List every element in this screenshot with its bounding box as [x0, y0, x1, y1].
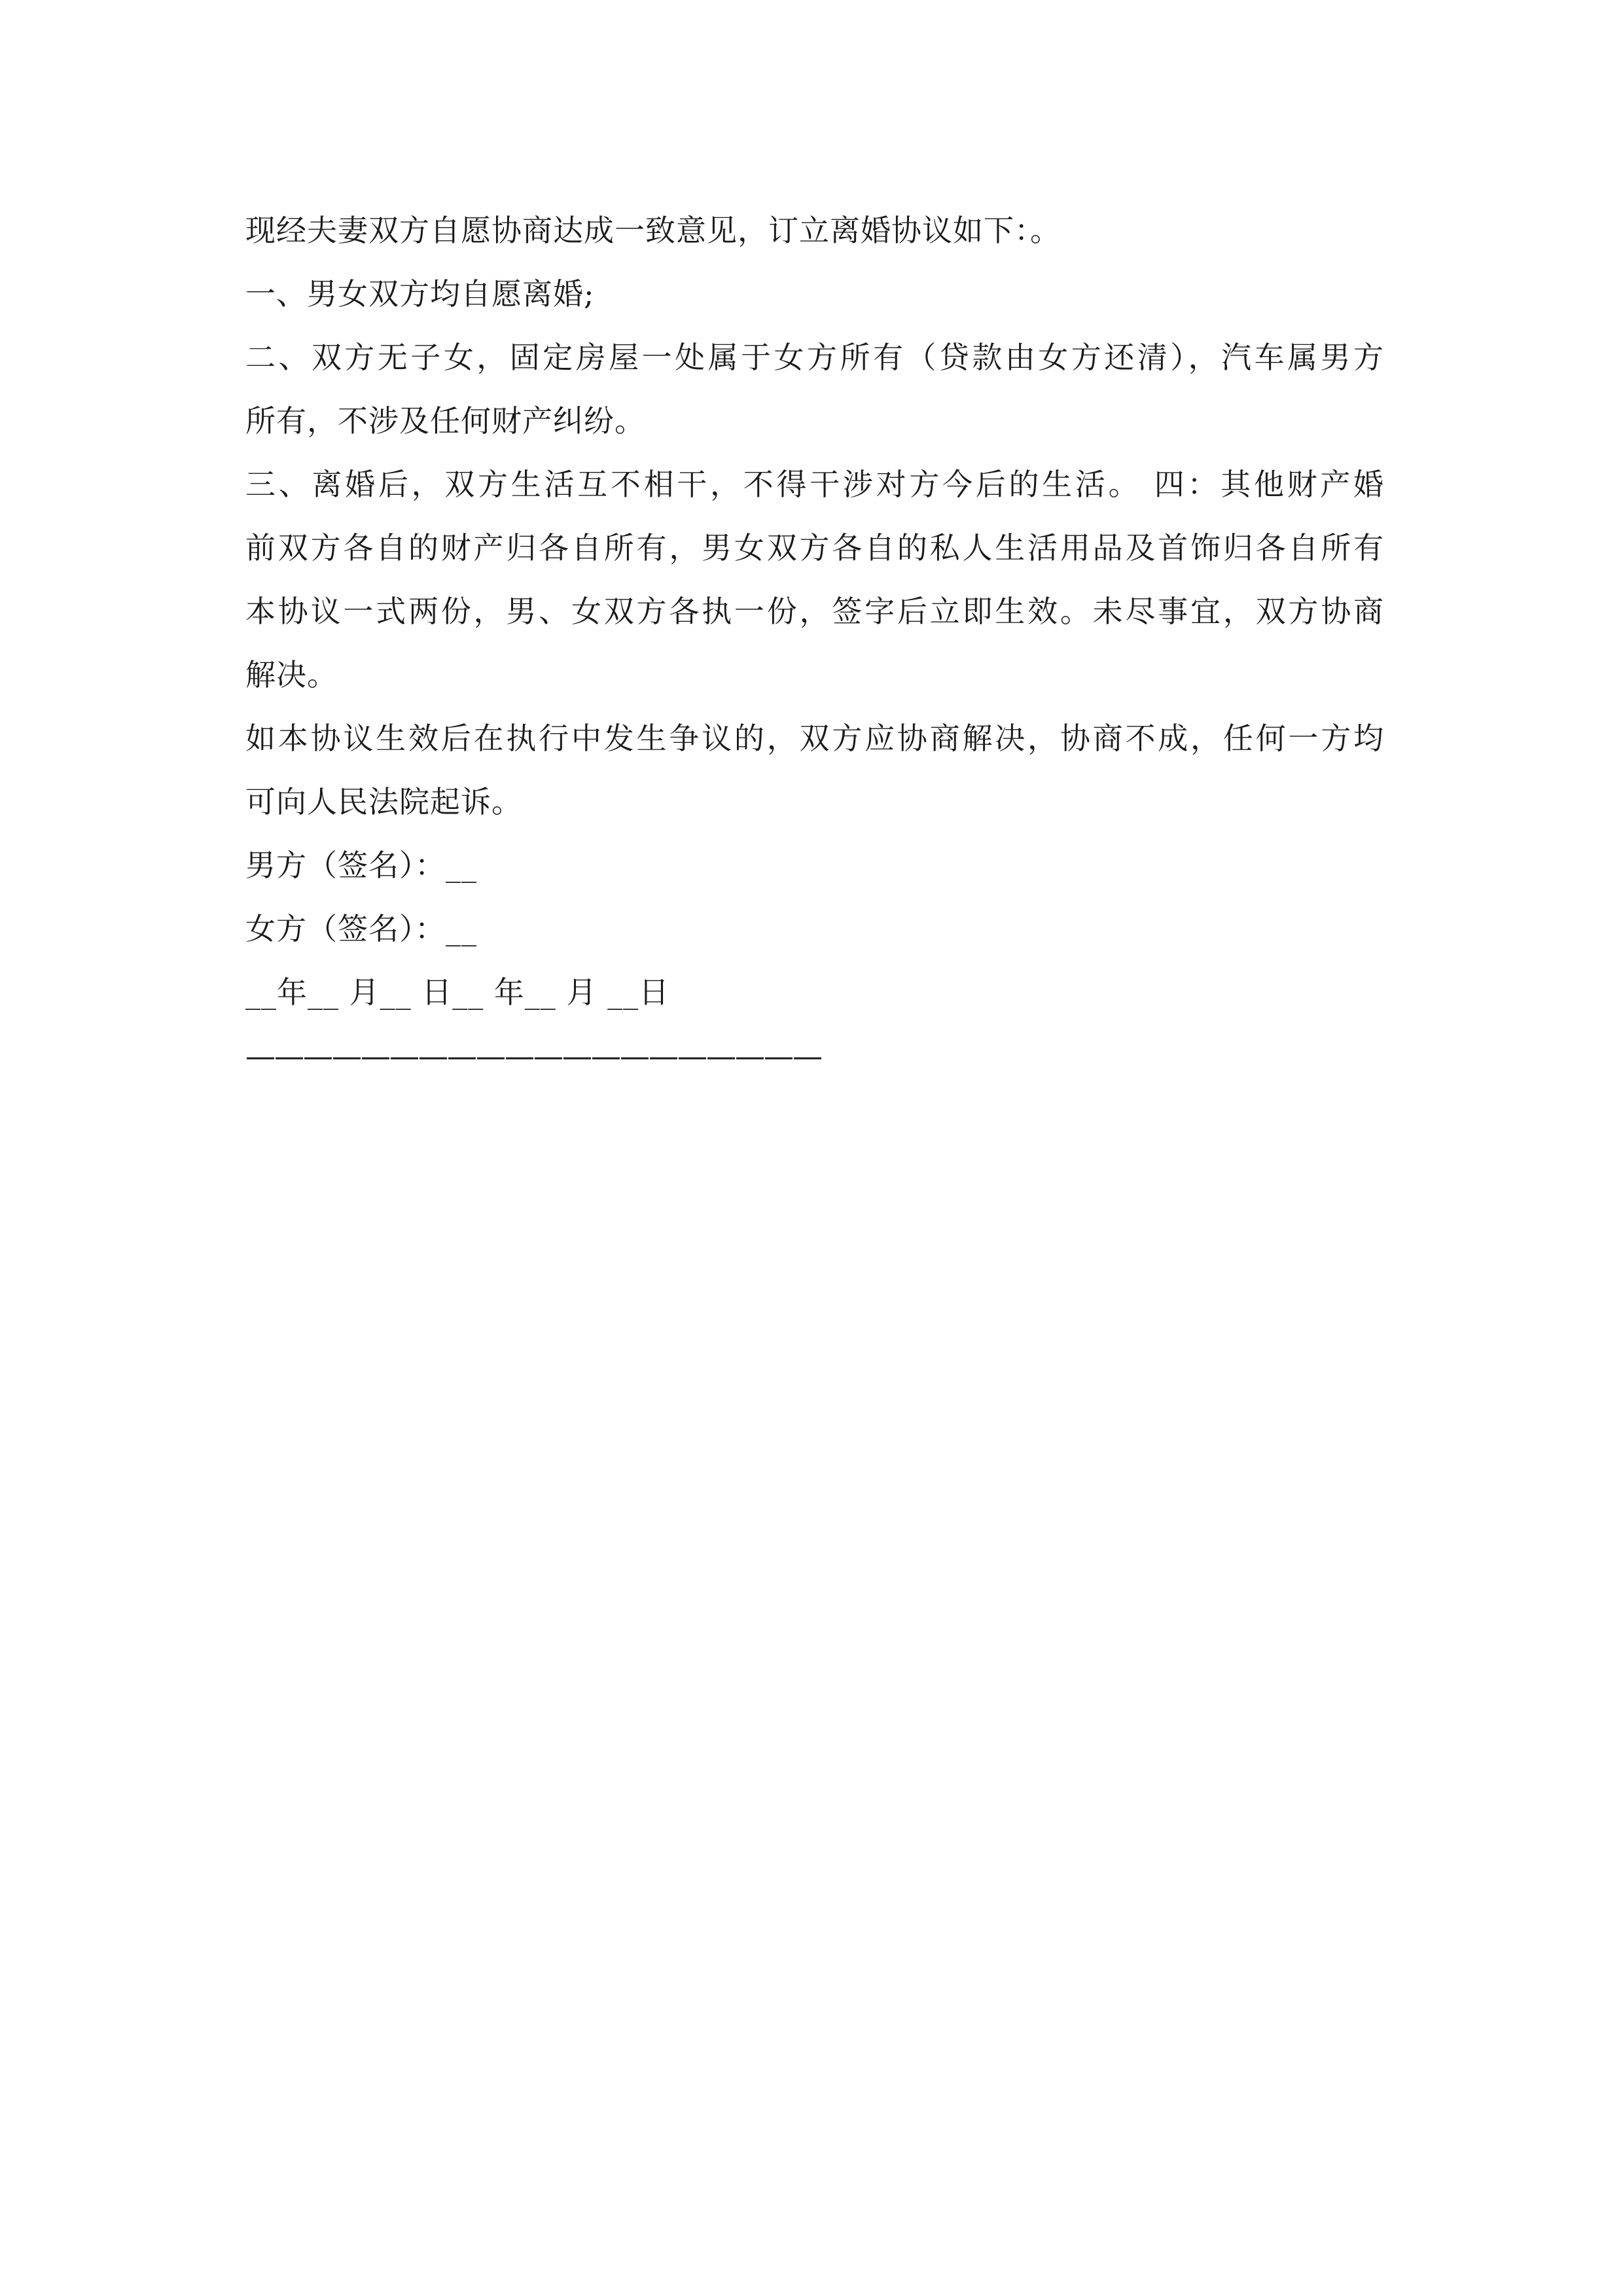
agreement-body	[245, 199, 1384, 1088]
copies-clause-line-2: 解决。	[245, 657, 338, 692]
clause-1: 一、男女双方均自愿离婚;	[245, 276, 595, 312]
closing-rule: ————————————————————	[245, 1038, 821, 1073]
intro-paragraph: 现经夫妻双方自愿协商达成一致意见，订立离婚协议如下：。	[245, 213, 1061, 248]
female-signature-line: 女方（签名）：__	[245, 911, 477, 946]
dispute-clause-line-1: 如本协议生效后在执行中发生争议的，双方应协商解决，协商不成，任何一方均	[245, 721, 1384, 756]
clause-2-line-1: 二、双方无子女，固定房屋一处属于女方所有（贷款由女方还清），汽车属男方	[245, 340, 1384, 375]
clause-4-line-1: 前双方各自的财产归各自所有，男女双方各自的私人生活用品及首饰归各自所有	[245, 530, 1384, 565]
clause-2-line-2: 所有，不涉及任何财产纠纷。	[245, 403, 645, 439]
date-line: __年__ 月__ 日__ 年__ 月 __日	[245, 975, 670, 1010]
dispute-clause-line-2: 可向人民法院起诉。	[245, 784, 522, 819]
male-signature-line: 男方（签名）：__	[245, 848, 477, 883]
copies-clause-line-1: 本协议一式两份，男、女双方各执一份，签字后立即生效。未尽事宜，双方协商	[245, 594, 1384, 629]
clause-3-line-1: 三、离婚后，双方生活互不相干，不得干涉对方今后的生活。 四：其他财产婚	[245, 467, 1384, 502]
